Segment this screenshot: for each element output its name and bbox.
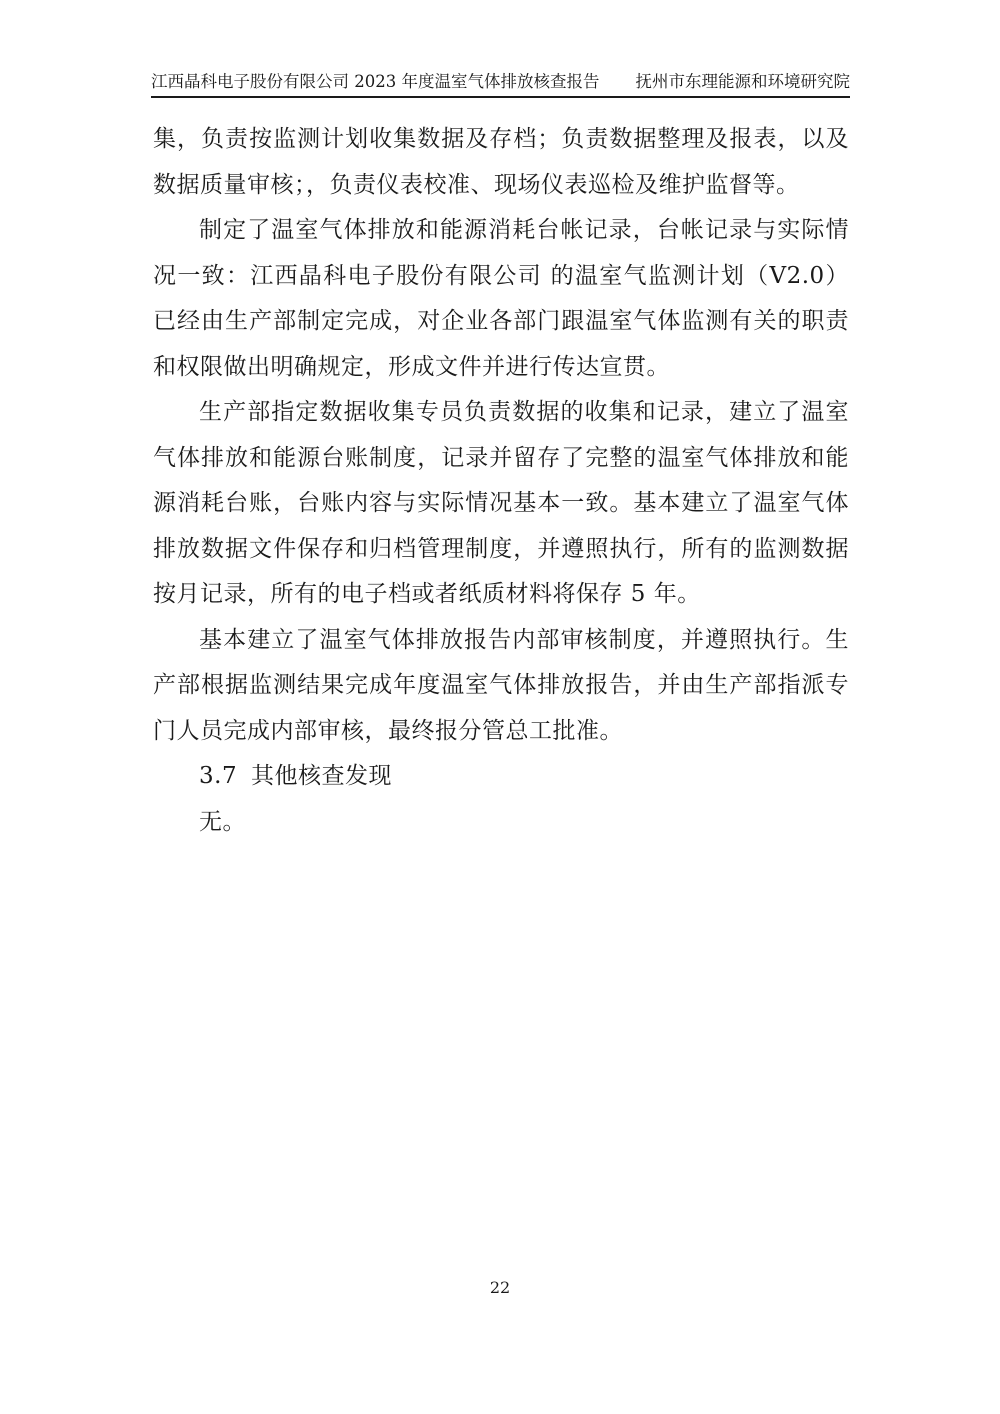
section-title: 其他核查发现	[251, 763, 392, 789]
page-number: 22	[489, 1278, 511, 1297]
section-number: 3.7	[199, 763, 238, 789]
page-header	[151, 70, 850, 94]
paragraph-internal-review: 基本建立了温室气体排放报告内部审核制度，并遵照执行。生产部根据监测结果完成年度温室气体排放报告，并由生产部指派专门人员完成内部审核，最终报分管总工批准。	[153, 626, 849, 744]
paragraph-responsibilities-continued: 集，负责按监测计划收集数据及存档；负责数据整理及报表，以及数据质量审核；，负责仪表校准、现场仪表巡检及维护监督等。	[153, 126, 849, 198]
section-heading	[153, 754, 849, 800]
page-body	[153, 117, 849, 845]
header-divider	[151, 96, 850, 98]
header-organization: 抚州市东理能源和环境研究院	[635, 72, 850, 91]
paragraph-other-findings: 无。	[199, 808, 246, 835]
paragraph-monitoring-plan: 制定了温室气体排放和能源消耗台帐记录，台帐记录与实际情况一致：江西晶科电子股份有限公司 的温室气监测计划（V2.0）已经由生产部制定完成，对企业各部门跟温室气体监测有关的职责和权限做出明确规定，形成文件并进行传达宣贯。	[153, 217, 849, 380]
paragraph-data-records: 生产部指定数据收集专员负责数据的收集和记录，建立了温室气体排放和能源台账制度，记录并留存了完整的温室气体排放和能源消耗台账，台账内容与实际情况基本一致。基本建立了温室气体排放数据文件保存和归档管理制度，并遵照执行，所有的监测数据按月记录，所有的电子档或者纸质材料将保存 5 年。	[153, 399, 849, 607]
header-report-title: 江西晶科电子股份有限公司 2023 年度温室气体排放核查报告	[151, 72, 600, 91]
